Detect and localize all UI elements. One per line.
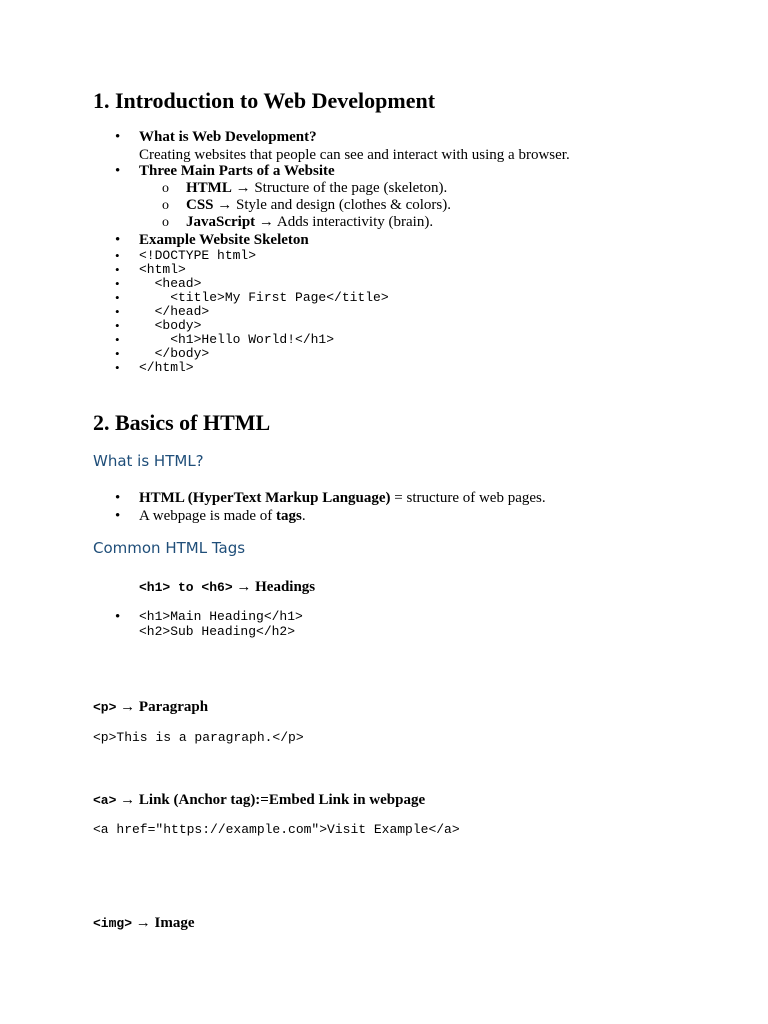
headings-code-2: <h2>Sub Heading</h2> [139,624,296,639]
a-tag: <a> [93,793,117,808]
p-tag: <p> [93,700,117,715]
part-css-desc: Style and design (clothes & colors). [236,197,451,213]
part-js-name: JavaScript [186,214,256,230]
list-bullet: • [115,290,120,305]
sub-bullet: o [162,198,169,213]
what-is-webdev-title: What is Web Development? [139,129,317,145]
what-is-html-heading: What is HTML? [93,452,204,470]
list-bullet: • [115,318,120,333]
list-bullet: • [115,508,121,524]
sub-bullet: o [162,181,169,196]
paragraph-code: <p>This is a paragraph.</p> [93,730,304,745]
skeleton-code-line: </html> [139,360,194,375]
skeleton-code-line: <html> [139,262,186,277]
list-bullet: • [115,346,120,361]
img-text: → Image [132,915,195,931]
list-bullet: • [115,490,121,506]
headings-code-1: <h1>Main Heading</h1> [139,609,303,624]
arrow: → [217,197,233,213]
headings-tag: <h1> to <h6> [139,580,233,595]
skeleton-code-line: <!DOCTYPE html> [139,248,257,263]
part-js-desc: Adds interactivity (brain). [276,214,434,230]
list-bullet: • [115,163,121,179]
skeleton-code-line: <body> [139,318,202,333]
list-bullet: • [115,232,121,248]
skeleton-code-line: <head> [139,276,202,291]
arrow: → [258,214,274,230]
common-tags-heading: Common HTML Tags [93,539,246,557]
webpage-tags [139,508,306,525]
html-definition-rest: = structure of web pages. [390,490,546,506]
three-parts-title: Three Main Parts of a Website [139,163,335,179]
list-bullet: • [115,129,121,145]
webpage-pre: A webpage is made of [139,508,277,524]
part-css [186,197,451,214]
part-html-desc: Structure of the page (skeleton). [254,180,448,196]
anchor-code: <a href="https://example.com">Visit Example</a> [93,822,460,837]
part-html-name: HTML [186,180,232,196]
webpage-bold: tags [276,508,302,524]
headings-text: → Headings [232,579,316,595]
list-bullet: • [115,304,120,319]
list-bullet: • [115,332,120,347]
arrow: → [235,180,251,196]
skeleton-code-line: <title>My First Page</title> [139,290,389,305]
sub-bullet: o [162,215,169,230]
list-bullet: • [115,248,120,263]
part-js [186,214,433,231]
anchor-label [93,791,425,809]
html-definition-bold: HTML (HyperText Markup Language) [139,490,391,506]
a-text: → Link (Anchor tag):=Embed Link in webpage [116,792,426,808]
section1-heading: 1. Introduction to Web Development [93,88,436,113]
part-css-name: CSS [186,197,214,213]
what-is-webdev-desc: Creating websites that people can see and interact with using a browser. [139,147,570,163]
headings-label [139,578,315,596]
list-bullet: • [115,360,120,375]
paragraph-label [93,698,208,716]
image-label [93,914,195,932]
img-tag: <img> [93,916,133,931]
html-definition [139,490,546,507]
p-text: → Paragraph [116,699,209,715]
section2-heading: 2. Basics of HTML [93,410,271,435]
list-bullet: • [115,276,120,291]
skeleton-code-line: </body> [139,346,210,361]
list-bullet: • [115,262,120,277]
skeleton-code-line: </head> [139,304,210,319]
webpage-post: . [301,508,306,524]
skeleton-code-line: <h1>Hello World!</h1> [139,332,335,347]
part-html [186,180,447,197]
skeleton-title: Example Website Skeleton [139,232,309,248]
list-bullet: • [115,609,121,625]
